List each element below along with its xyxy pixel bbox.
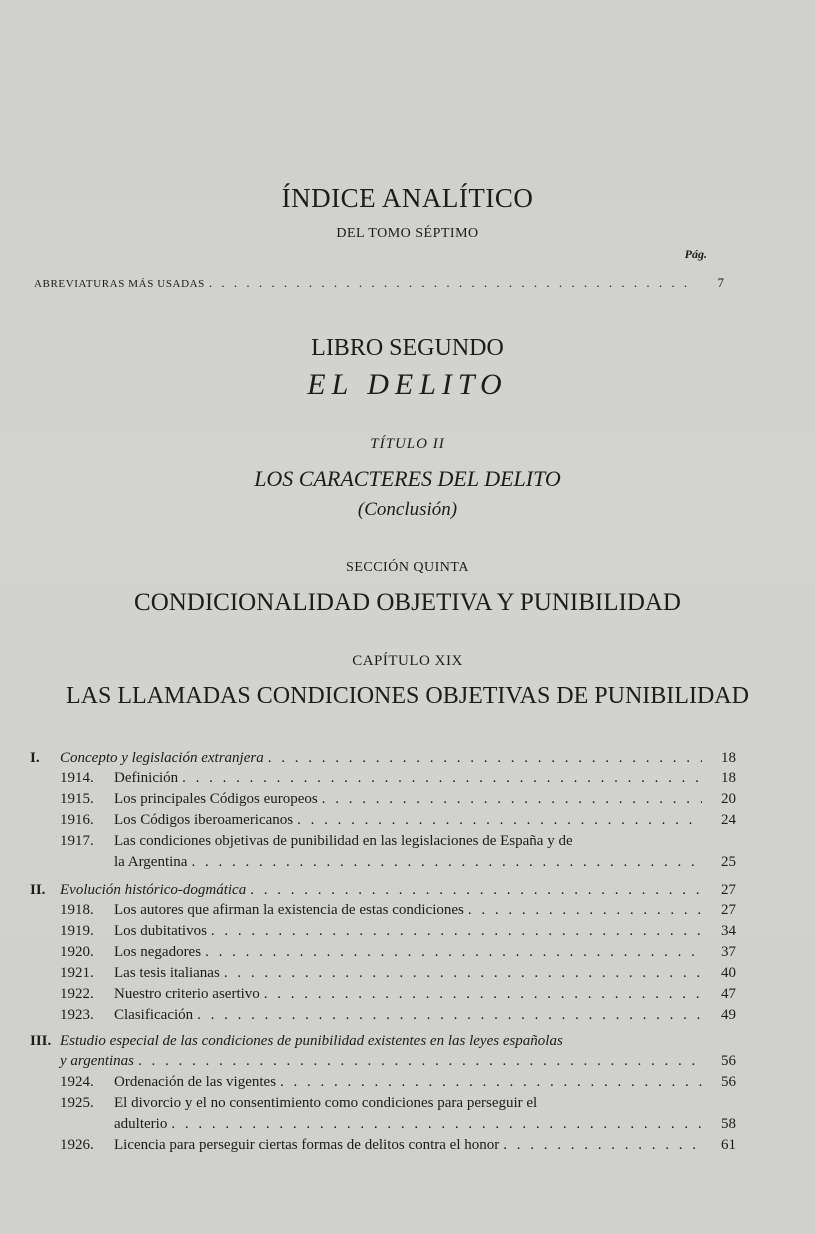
section-header [30, 750, 736, 770]
toc-entry [30, 770, 736, 791]
entry-number: 1917. [60, 833, 94, 849]
entry-number: 1918. [60, 902, 94, 918]
section-header-continuation [30, 1053, 736, 1074]
toc-entry-continuation [30, 854, 736, 875]
leader-dots [197, 1007, 702, 1024]
title-conclusion: (Conclusión) [357, 499, 458, 520]
entry-title: Los autores que afirman la existencia de estas condiciones [114, 902, 464, 918]
leader-dots [503, 1137, 702, 1154]
entry-number: 1919. [60, 923, 94, 939]
leader-dots [191, 854, 702, 871]
chapter-subject: LAS LLAMADAS CONDICIONES OBJETIVAS DE PUNIBILIDAD [66, 683, 749, 709]
entry-title: Las tesis italianas [114, 965, 220, 981]
toc-section-3 [30, 1033, 736, 1158]
entry-page: 27 [721, 902, 736, 918]
leader-dots [268, 750, 702, 767]
leader-dots [224, 965, 702, 982]
title-heading: TÍTULO II [370, 436, 445, 452]
entry-title: Ordenación de las vigentes [114, 1074, 277, 1090]
leader-dots [171, 1116, 702, 1133]
toc-section-1 [30, 750, 736, 875]
section-header [30, 882, 736, 902]
leader-dots [264, 986, 702, 1003]
toc-entry-continuation [30, 1116, 736, 1137]
volume-subtitle: DEL TOMO SÉPTIMO [336, 226, 479, 241]
section-page: 56 [721, 1053, 736, 1069]
leader-dots [322, 791, 702, 808]
entry-page: 58 [721, 1116, 736, 1132]
section-number: II. [30, 882, 46, 898]
toc-entry [30, 1007, 736, 1028]
entry-title: Los negadores [114, 944, 202, 960]
entry-title: Los dubitativos [114, 923, 207, 939]
entry-page: 56 [721, 1074, 736, 1090]
entry-page: 18 [721, 770, 736, 786]
toc-entry [30, 986, 736, 1007]
section-subject: CONDICIONALIDAD OBJETIVA Y PUNIBILIDAD [134, 589, 681, 616]
entry-page: 34 [721, 923, 736, 939]
title-subject: LOS CARACTERES DEL DELITO [254, 466, 561, 491]
toc-entry [30, 791, 736, 812]
toc-section-2 [30, 882, 736, 1028]
entry-number: 1922. [60, 986, 94, 1002]
entry-title: Los Códigos iberoamericanos [114, 812, 294, 828]
toc-entry [30, 1137, 736, 1158]
entry-title: Licencia para perseguir ciertas formas de delitos contra el honor [114, 1137, 500, 1153]
abbreviations-label: ABREVIATURAS MÁS USADAS [34, 278, 205, 290]
toc-entry [30, 944, 736, 965]
entry-number: 1926. [60, 1137, 94, 1153]
entry-number: 1915. [60, 791, 94, 807]
entry-page: 40 [721, 965, 736, 981]
index-title: ÍNDICE ANALÍTICO [281, 183, 534, 213]
leader-dots [209, 275, 690, 291]
entry-title-continued: la Argentina [114, 854, 188, 870]
section-page: 18 [721, 750, 736, 766]
entry-number: 1925. [60, 1095, 94, 1111]
toc-entry [30, 902, 736, 923]
entry-page: 20 [721, 791, 736, 807]
leader-dots [468, 902, 702, 919]
entry-number: 1914. [60, 770, 94, 786]
book-subject: EL DELITO [307, 368, 508, 401]
leader-dots [250, 882, 702, 899]
leader-dots [138, 1053, 702, 1070]
section-header [30, 1033, 736, 1053]
entry-page: 47 [721, 986, 736, 1002]
toc-entry [30, 965, 736, 986]
section-title: Concepto y legislación extranjera [60, 750, 264, 766]
entry-title: Clasificación [114, 1007, 194, 1023]
entry-page: 37 [721, 944, 736, 960]
entry-title: Nuestro criterio asertivo [114, 986, 260, 1002]
leader-dots [280, 1074, 702, 1091]
entry-title: Las condiciones objetivas de punibilidad en las legislaciones de España y de [114, 833, 573, 849]
page-column-label: Pág. [684, 247, 707, 261]
entry-title: Los principales Códigos europeos [114, 791, 318, 807]
entry-number: 1923. [60, 1007, 94, 1023]
section-number: I. [30, 750, 40, 766]
toc-entry [30, 1095, 736, 1116]
entry-page: 49 [721, 1007, 736, 1023]
section-number: III. [30, 1033, 52, 1049]
book-heading: LIBRO SEGUNDO [311, 335, 504, 361]
entry-number: 1921. [60, 965, 94, 981]
toc-entry [30, 833, 736, 854]
section-heading: SECCIÓN QUINTA [346, 560, 469, 575]
leader-dots [205, 944, 702, 961]
leader-dots [211, 923, 702, 940]
entry-number: 1924. [60, 1074, 94, 1090]
toc-entry [30, 812, 736, 833]
section-page: 27 [721, 882, 736, 898]
entry-title: Definición [114, 770, 179, 786]
entry-title: El divorcio y el no consentimiento como condiciones para perseguir el [114, 1095, 538, 1111]
entry-page: 25 [721, 854, 736, 870]
section-title: Evolución histórico-dogmática [60, 882, 247, 898]
entry-number: 1916. [60, 812, 94, 828]
toc-entry [30, 1074, 736, 1095]
entry-page: 61 [721, 1137, 736, 1153]
entry-title-continued: adulterio [114, 1116, 168, 1132]
leader-dots [297, 812, 702, 829]
entry-page: 24 [721, 812, 736, 828]
section-title: Estudio especial de las condiciones de punibilidad existentes en las leyes españolas [60, 1033, 563, 1049]
chapter-heading: CAPÍTULO XIX [352, 653, 463, 669]
leader-dots [182, 770, 702, 787]
abbreviations-page: 7 [717, 275, 724, 290]
section-title-continued: y argentinas [60, 1053, 135, 1069]
entry-number: 1920. [60, 944, 94, 960]
abbreviations-entry [34, 275, 724, 291]
toc-entry [30, 923, 736, 944]
